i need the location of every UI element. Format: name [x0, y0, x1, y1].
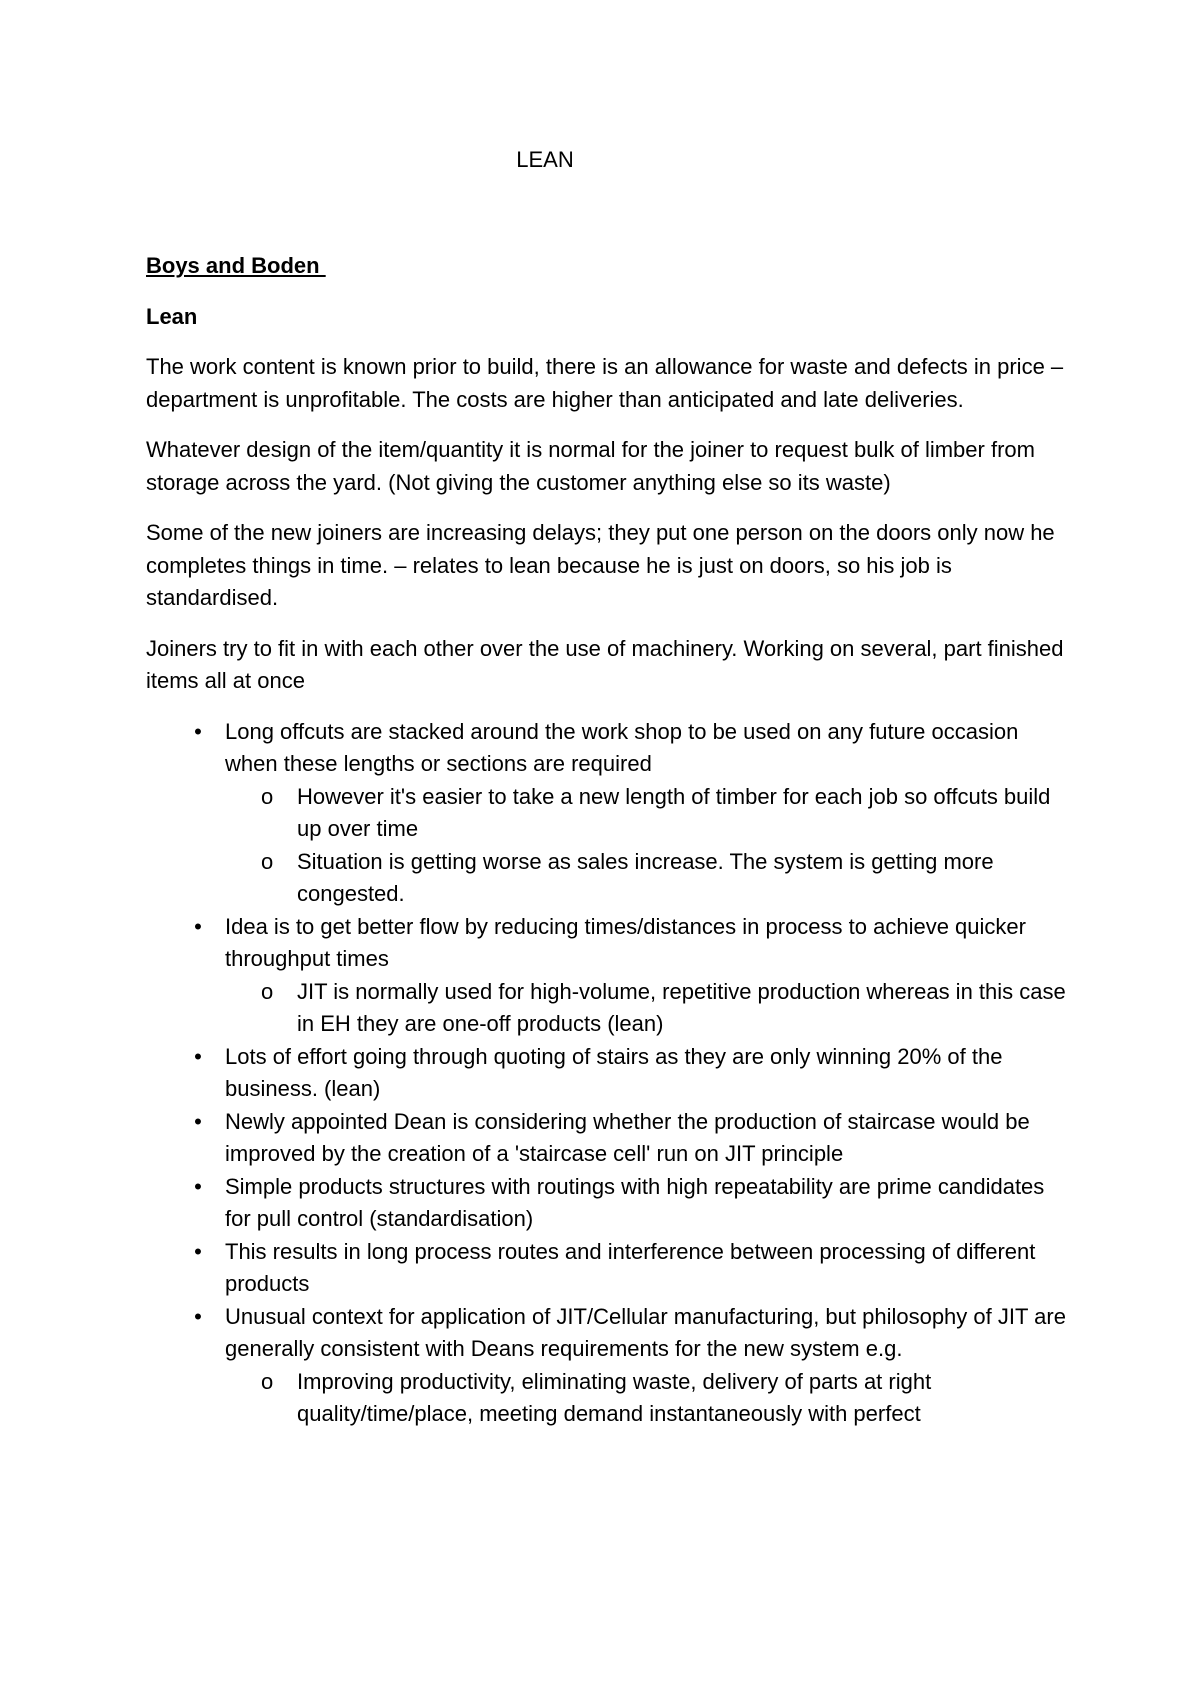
sub-bullet-icon: o [261, 978, 274, 1004]
sub-bullet-item [225, 1366, 1066, 1431]
section-heading: Boys and Boden [146, 253, 326, 278]
bullet-item [146, 1041, 1066, 1106]
sub-bullet-list [225, 781, 1066, 911]
bullet-text: Unusual context for application of JIT/Cellular manufacturing, but philosophy of JIT are generally consistent with Deans requirements for the new system e.g. [225, 1303, 1066, 1361]
bullet-icon: • [194, 1043, 202, 1069]
sub-bullet-item [225, 781, 1066, 846]
paragraph: Joiners try to fit in with each other over the use of machinery. Working on several, part finished items all at once [146, 635, 1064, 693]
sub-bullet-icon: o [261, 848, 274, 874]
sub-bullet-list [225, 1366, 1066, 1431]
bullet-icon: • [194, 718, 202, 744]
sub-bullet-item [225, 976, 1066, 1041]
sub-bullet-item [225, 846, 1066, 911]
bullet-item [146, 911, 1066, 1041]
page-title: LEAN [516, 147, 574, 172]
bullet-text: Long offcuts are stacked around the work shop to be used on any future occasion when these lengths or sections are required [225, 718, 1019, 776]
bullet-item [146, 716, 1066, 911]
bullet-icon: • [194, 1108, 202, 1134]
subheading: Lean [146, 303, 198, 329]
sub-bullet-text: JIT is normally used for high-volume, repetitive production whereas in this case in EH they are one-off products (lean) [297, 978, 1066, 1036]
sub-bullet-text: Improving productivity, eliminating waste, delivery of parts at right quality/time/place, meeting demand instantaneously with perfect [297, 1368, 932, 1426]
bullet-item [146, 1106, 1066, 1171]
bullet-item [146, 1236, 1066, 1301]
bullet-text: Lots of effort going through quoting of stairs as they are only winning 20% of the business. (lean) [225, 1043, 1003, 1101]
sub-bullet-text: However it's easier to take a new length of timber for each job so offcuts build up over time [297, 783, 1051, 841]
paragraph: Some of the new joiners are increasing delays; they put one person on the doors only now he completes things in time. – relates to lean because he is just on doors, so his job is standardised. [146, 520, 1055, 610]
document-body [146, 250, 1066, 1431]
bullet-text: Idea is to get better flow by reducing times/distances in process to achieve quicker throughput times [225, 913, 1026, 971]
bullet-item [146, 1171, 1066, 1236]
bullet-text: This results in long process routes and interference between processing of different products [225, 1238, 1036, 1296]
bullet-icon: • [194, 1173, 202, 1199]
bullet-icon: • [194, 1238, 202, 1264]
sub-bullet-icon: o [261, 783, 274, 809]
bullet-item [146, 1301, 1066, 1431]
bullet-list [146, 716, 1066, 1431]
bullet-icon: • [194, 1303, 202, 1329]
sub-bullet-text: Situation is getting worse as sales increase. The system is getting more congested. [297, 848, 994, 906]
sub-bullet-icon: o [261, 1368, 274, 1394]
sub-bullet-list [225, 976, 1066, 1041]
bullet-text: Newly appointed Dean is considering whether the production of staircase would be improved by the creation of a 'staircase cell' run on JIT principle [225, 1108, 1030, 1166]
paragraph: The work content is known prior to build, there is an allowance for waste and defects in price – department is unprofitable. The costs are higher than anticipated and late deliveries. [146, 354, 1064, 412]
paragraph: Whatever design of the item/quantity it is normal for the joiner to request bulk of limber from storage across the yard. (Not giving the customer anything else so its waste) [146, 437, 1035, 495]
bullet-text: Simple products structures with routings with high repeatability are prime candidates for pull control (standardisation) [225, 1173, 1045, 1231]
bullet-icon: • [194, 913, 202, 939]
